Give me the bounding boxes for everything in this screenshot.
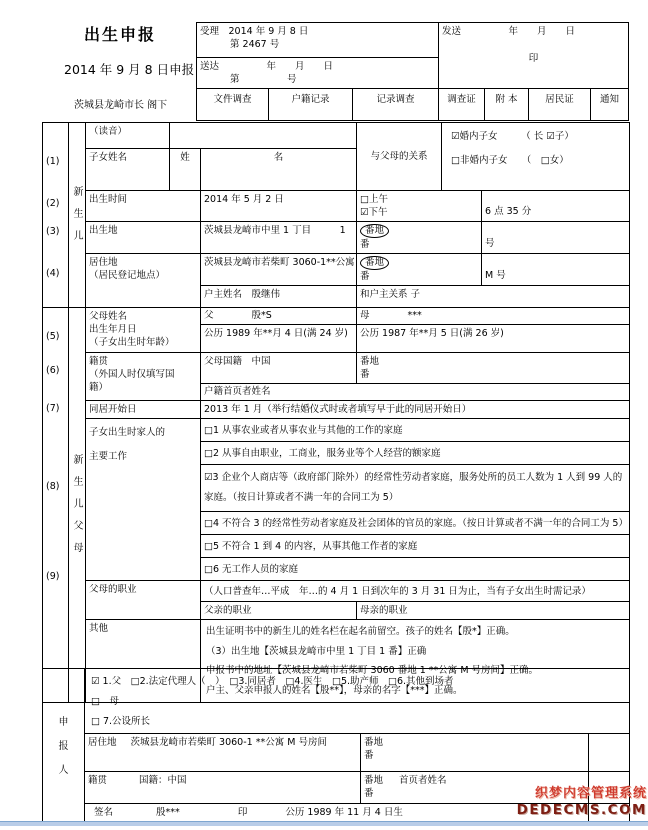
occupation-label: 父母的职业 (86, 581, 201, 620)
row-number-7: (7) (46, 403, 60, 414)
seal-mark: 印 (528, 53, 539, 64)
checkbox-legitimate-son: ☑婚内子女 （ 长 ☑子） (451, 131, 574, 142)
work-label-line2: 主要工作 (89, 451, 128, 462)
ban-label: 番 (360, 239, 370, 250)
checkbox-declarant-mother: □ 母 (91, 696, 119, 707)
main-form-table (42, 122, 630, 703)
surname-header: 姓 (170, 149, 201, 191)
stamp-notice: 通知 (591, 89, 629, 121)
row-number-9: (9) (46, 571, 60, 582)
birth-date-value: 2014 年 5 月 2 日 (201, 191, 357, 222)
residence-sublabel: （居民登记地点） (89, 270, 166, 281)
declarant-residence-value: 茨城县龙崎市若柴町 3060-1 **公寓 M 号房间 (130, 737, 327, 748)
watermark-dedecms: DEDECMS.COM (516, 802, 647, 818)
accept-number: 第 2467 号 (230, 39, 280, 50)
parents-number-column (43, 308, 69, 703)
birthplace-label: 出生地 (86, 222, 201, 254)
other-note-2: （3）出生地【茨城县龙崎市中里 1 丁目 1 番】正确 (206, 645, 427, 657)
other-note-1: 出生证明书中的新生儿的姓名栏在起名前留空。孩子的姓名【殷*】正确。 (206, 626, 515, 637)
declarant-origin-value: 国籍：中国 (139, 775, 187, 786)
birth-clock-value: 6 点 35 分 (482, 191, 630, 222)
stamp-resident-card: 居民证 (529, 89, 591, 121)
group-label-declarant-cell (43, 669, 85, 826)
other-note-4: 户主、父亲申报人的姓名【殷**】，母亲的名字【***】正确。 (206, 684, 463, 696)
checkbox-work-option-5: □5 不符合 1 到 4 的内容，从事其他工作者的家庭 (201, 535, 630, 558)
cohabit-label: 同居开始日 (86, 401, 201, 419)
watermark (517, 786, 647, 818)
ban-label: 番 (364, 788, 374, 799)
declarant-qualification-cell (85, 669, 630, 734)
checkbox-declarant-types: ☑ 1.父 □2.法定代理人（ ） □3.同居者 □4.医生 □5.助产师 □6.其他到场者 (91, 676, 454, 687)
declarant-origin-label: 籍贯 (88, 775, 108, 786)
origin-banchi-cell (357, 353, 630, 384)
relation-label: 与父母的关系 (357, 123, 442, 191)
pronunciation-field (170, 123, 357, 149)
group-label-parents-cell (69, 308, 86, 703)
birth-time-label: 出生时间 (86, 191, 201, 222)
parents-nationality: 父母国籍 中国 (201, 353, 357, 384)
legitimacy-cell (442, 123, 630, 191)
header-table (196, 22, 629, 121)
register-head-label: 首页者姓名 (399, 775, 447, 786)
watermark-chinese: 织梦内容管理系统 (534, 786, 647, 801)
group-label-newborn-cell (69, 123, 86, 308)
residence-banchi-cell (357, 254, 482, 286)
checkbox-declarant-director: □ 7.公设所长 (91, 716, 151, 727)
ban-label: 番 (364, 750, 374, 761)
checkbox-work-option-3: ☑3 企业个人商店等（政府部门除外）的经常性劳动者家庭，服务处所的员工人数为 1 人到 99 人的家庭。（按日计算或者不满一年的合同工为 5） (201, 465, 630, 512)
birthplace-value: 茨城县龙崎市中里 1 丁目 1 (201, 222, 357, 254)
banchi-label: 番地 (360, 356, 380, 367)
declarant-origin-cell (85, 772, 361, 804)
bottom-blue-bar (0, 821, 648, 826)
group-label-declarant: 申报人 (58, 717, 69, 776)
parents-names-label: 父母姓名 (89, 311, 128, 322)
declarant-residence-right-cell (589, 734, 630, 772)
send-cell (439, 23, 629, 89)
checkbox-work-option-1: □1 从事农业或者从事农业与其他的工作的家庭 (201, 419, 630, 442)
origin-label: 籍贯 (89, 356, 109, 367)
occupation-note: （人口普查年…平成 年…的 4 月 1 日到次年的 3 月 31 日为止，当有子女出生时需记录） (201, 581, 630, 602)
stamp-record-check: 记录调查 (353, 89, 439, 121)
row-number-6: (6) (46, 365, 60, 376)
father-birthdate: 公历 1989 年**月 4 日(满 24 岁) (201, 325, 357, 353)
other-label: 其他 (86, 620, 201, 703)
origin-sublabel2: 籍） (89, 382, 109, 393)
stamp-copy: 附 本 (485, 89, 529, 121)
stamp-check-cert: 调查证 (439, 89, 485, 121)
parents-names-label-cell (86, 308, 201, 353)
residence-label-cell (86, 254, 201, 308)
row-number-5: (5) (46, 331, 60, 342)
checkbox-illegitimate-daughter: □非婚内子女 （ □女） (451, 155, 569, 166)
mother-birthdate: 公历 1987 年**月 5 日(满 26 岁) (357, 325, 630, 353)
deliver-cell (197, 58, 439, 89)
birthplace-banchi-cell (357, 222, 482, 254)
stamp-document-check: 文件调查 (197, 89, 269, 121)
row-number-3: (3) (46, 226, 60, 237)
register-head-label: 户籍首页者姓名 (201, 384, 630, 401)
form-title: 出生申报 (84, 25, 157, 44)
row-number-1: (1) (46, 156, 60, 167)
work-label-line1: 子女出生时家人的 (89, 427, 166, 438)
declarant-residence-cell (85, 734, 361, 772)
work-label-cell (86, 419, 201, 581)
deliver-line1: 送达 年 月 日 (200, 61, 334, 72)
father-name: 父 殷*S (201, 308, 357, 325)
declarant-residence-banchi-cell (361, 734, 589, 772)
row-number-4: (4) (46, 268, 60, 279)
residence-value: 茨城县龙崎市若柴町 3060-1**公寓 (201, 254, 357, 286)
mother-occupation-label: 母亲的职业 (357, 602, 630, 620)
banchi-ellipse: 番地 (360, 224, 389, 238)
child-name-label: 子女姓名 (86, 149, 170, 191)
parents-birth-label: 出生年月日 (89, 324, 137, 335)
parents-age-label: （子女出生时年龄） (89, 337, 175, 348)
residence-label: 居住地 (89, 257, 118, 268)
givenname-header: 名 (201, 149, 357, 191)
row-number-2: (2) (46, 198, 60, 209)
declare-date: 2014 年 9 月 8 日申报 (64, 62, 195, 77)
deliver-number: 第 号 (230, 74, 297, 85)
row-number-8: (8) (46, 481, 60, 492)
cohabit-value: 2013 年 1 月（举行结婚仪式时或者填写早于此的同居开始日） (201, 401, 630, 419)
banchi-ellipse: 番地 (360, 256, 389, 270)
householder-name: 户主姓名 殷继伟 (201, 286, 357, 308)
mother-name: 母 *** (357, 308, 630, 325)
householder-relation: 和户主关系 子 (357, 286, 630, 308)
banchi-label: 番地 (364, 775, 384, 786)
checkbox-pm: ☑下午 (360, 207, 388, 218)
pronunciation-label: （读音） (86, 123, 170, 149)
addressee: 茨城县龙崎市长 阁下 (74, 100, 168, 111)
origin-sublabel1: （外国人时仅填写国 (89, 369, 175, 380)
send-line1: 发送 年 月 日 (442, 26, 576, 37)
banchi-label: 番地 (364, 737, 384, 748)
signature-label: 签名 (94, 807, 114, 818)
checkbox-am: □上午 (360, 194, 388, 205)
checkbox-work-option-2: □2 从事自由职业，工商业，服务业等个人经营的额家庭 (201, 442, 630, 465)
ban-label: 番 (360, 271, 370, 282)
accept-line1: 受理 2014 年 9 月 8 日 (200, 26, 309, 37)
checkbox-work-option-4: □4 不符合 3 的经常性劳动者家庭及社会团体的官员的家庭。（按日计算或者不满一年的合同工为 5） (201, 512, 630, 535)
ban-label: 番 (360, 369, 370, 380)
father-occupation-label: 父亲的职业 (201, 602, 357, 620)
go-label: 号 (482, 222, 630, 254)
checkbox-work-option-6: □6 无工作人员的家庭 (201, 558, 630, 581)
origin-label-cell (86, 353, 201, 401)
residence-go-value: M 号 (482, 254, 630, 286)
other-note-3: 申报书中的地址【茨城县龙崎市若柴町 3060 番地 1 **公寓 M 号房间】正确。 (206, 665, 539, 676)
ampm-cell (357, 191, 482, 222)
signature-seal: 印 (237, 807, 248, 818)
stamp-register-record: 户籍记录 (269, 89, 353, 121)
accept-cell (197, 23, 439, 58)
group-label-newborn: 新生儿 (73, 187, 84, 242)
signature-name: 殷*** (156, 807, 180, 818)
group-label-parents: 新生儿父母 (73, 455, 84, 554)
signature-birthdate: 公历 1989 年 11 月 4 日生 (285, 807, 403, 818)
newborn-number-column (43, 123, 69, 308)
declarant-residence-label: 居住地 (88, 737, 117, 748)
